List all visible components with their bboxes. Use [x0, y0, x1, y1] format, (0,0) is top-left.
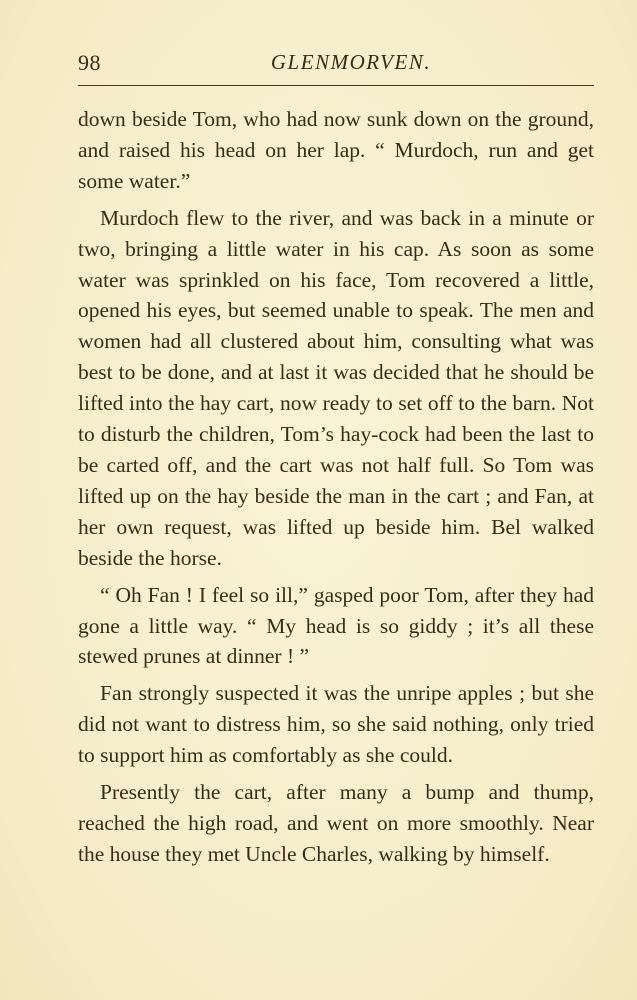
page-header: [78, 48, 594, 78]
paragraph: Presently the cart, after many a bump and thump, reached the high road, and went on more smoothly. Near the house they met Uncle Charles, walking by himself.: [78, 780, 594, 866]
paragraph: Murdoch flew to the river, and was back in a minute or two, bringing a little water in his cap. As soon as some water was sprinkled on his face, Tom recovered a little, opened his eyes, but seemed unable to speak. The men and women had all clustered about him, consulting what was best to be done, and at last it was decided that he should be lifted into the hay cart, now ready to set off to the barn. Not to disturb the children, Tom’s hay-cock had been the last to be carted off, and the cart was not half full. So Tom was lifted up on the hay beside the man in the cart ; and Fan, at her own request, was lifted up beside him. Bel walked beside the horse.: [78, 205, 594, 570]
running-title: GLENMORVEN.: [270, 50, 432, 74]
paragraph-continuation: down beside Tom, who had now sunk down on the ground, and raised his head on her lap. “ Murdoch, run and get some water.”: [78, 107, 594, 193]
body-text: [78, 104, 594, 870]
header-rule: [78, 85, 594, 86]
page-number: 98: [78, 50, 101, 75]
paragraph: “ Oh Fan ! I feel so ill,” gasped poor Tom, after they had gone a little way. “ My head is so giddy ; it’s all these stewed prunes at dinner ! ”: [78, 582, 594, 669]
paragraph: Fan strongly suspected it was the unripe apples ; but she did not want to distress him, so she said nothing, only tried to support him as comfortably as she could.: [78, 681, 594, 768]
